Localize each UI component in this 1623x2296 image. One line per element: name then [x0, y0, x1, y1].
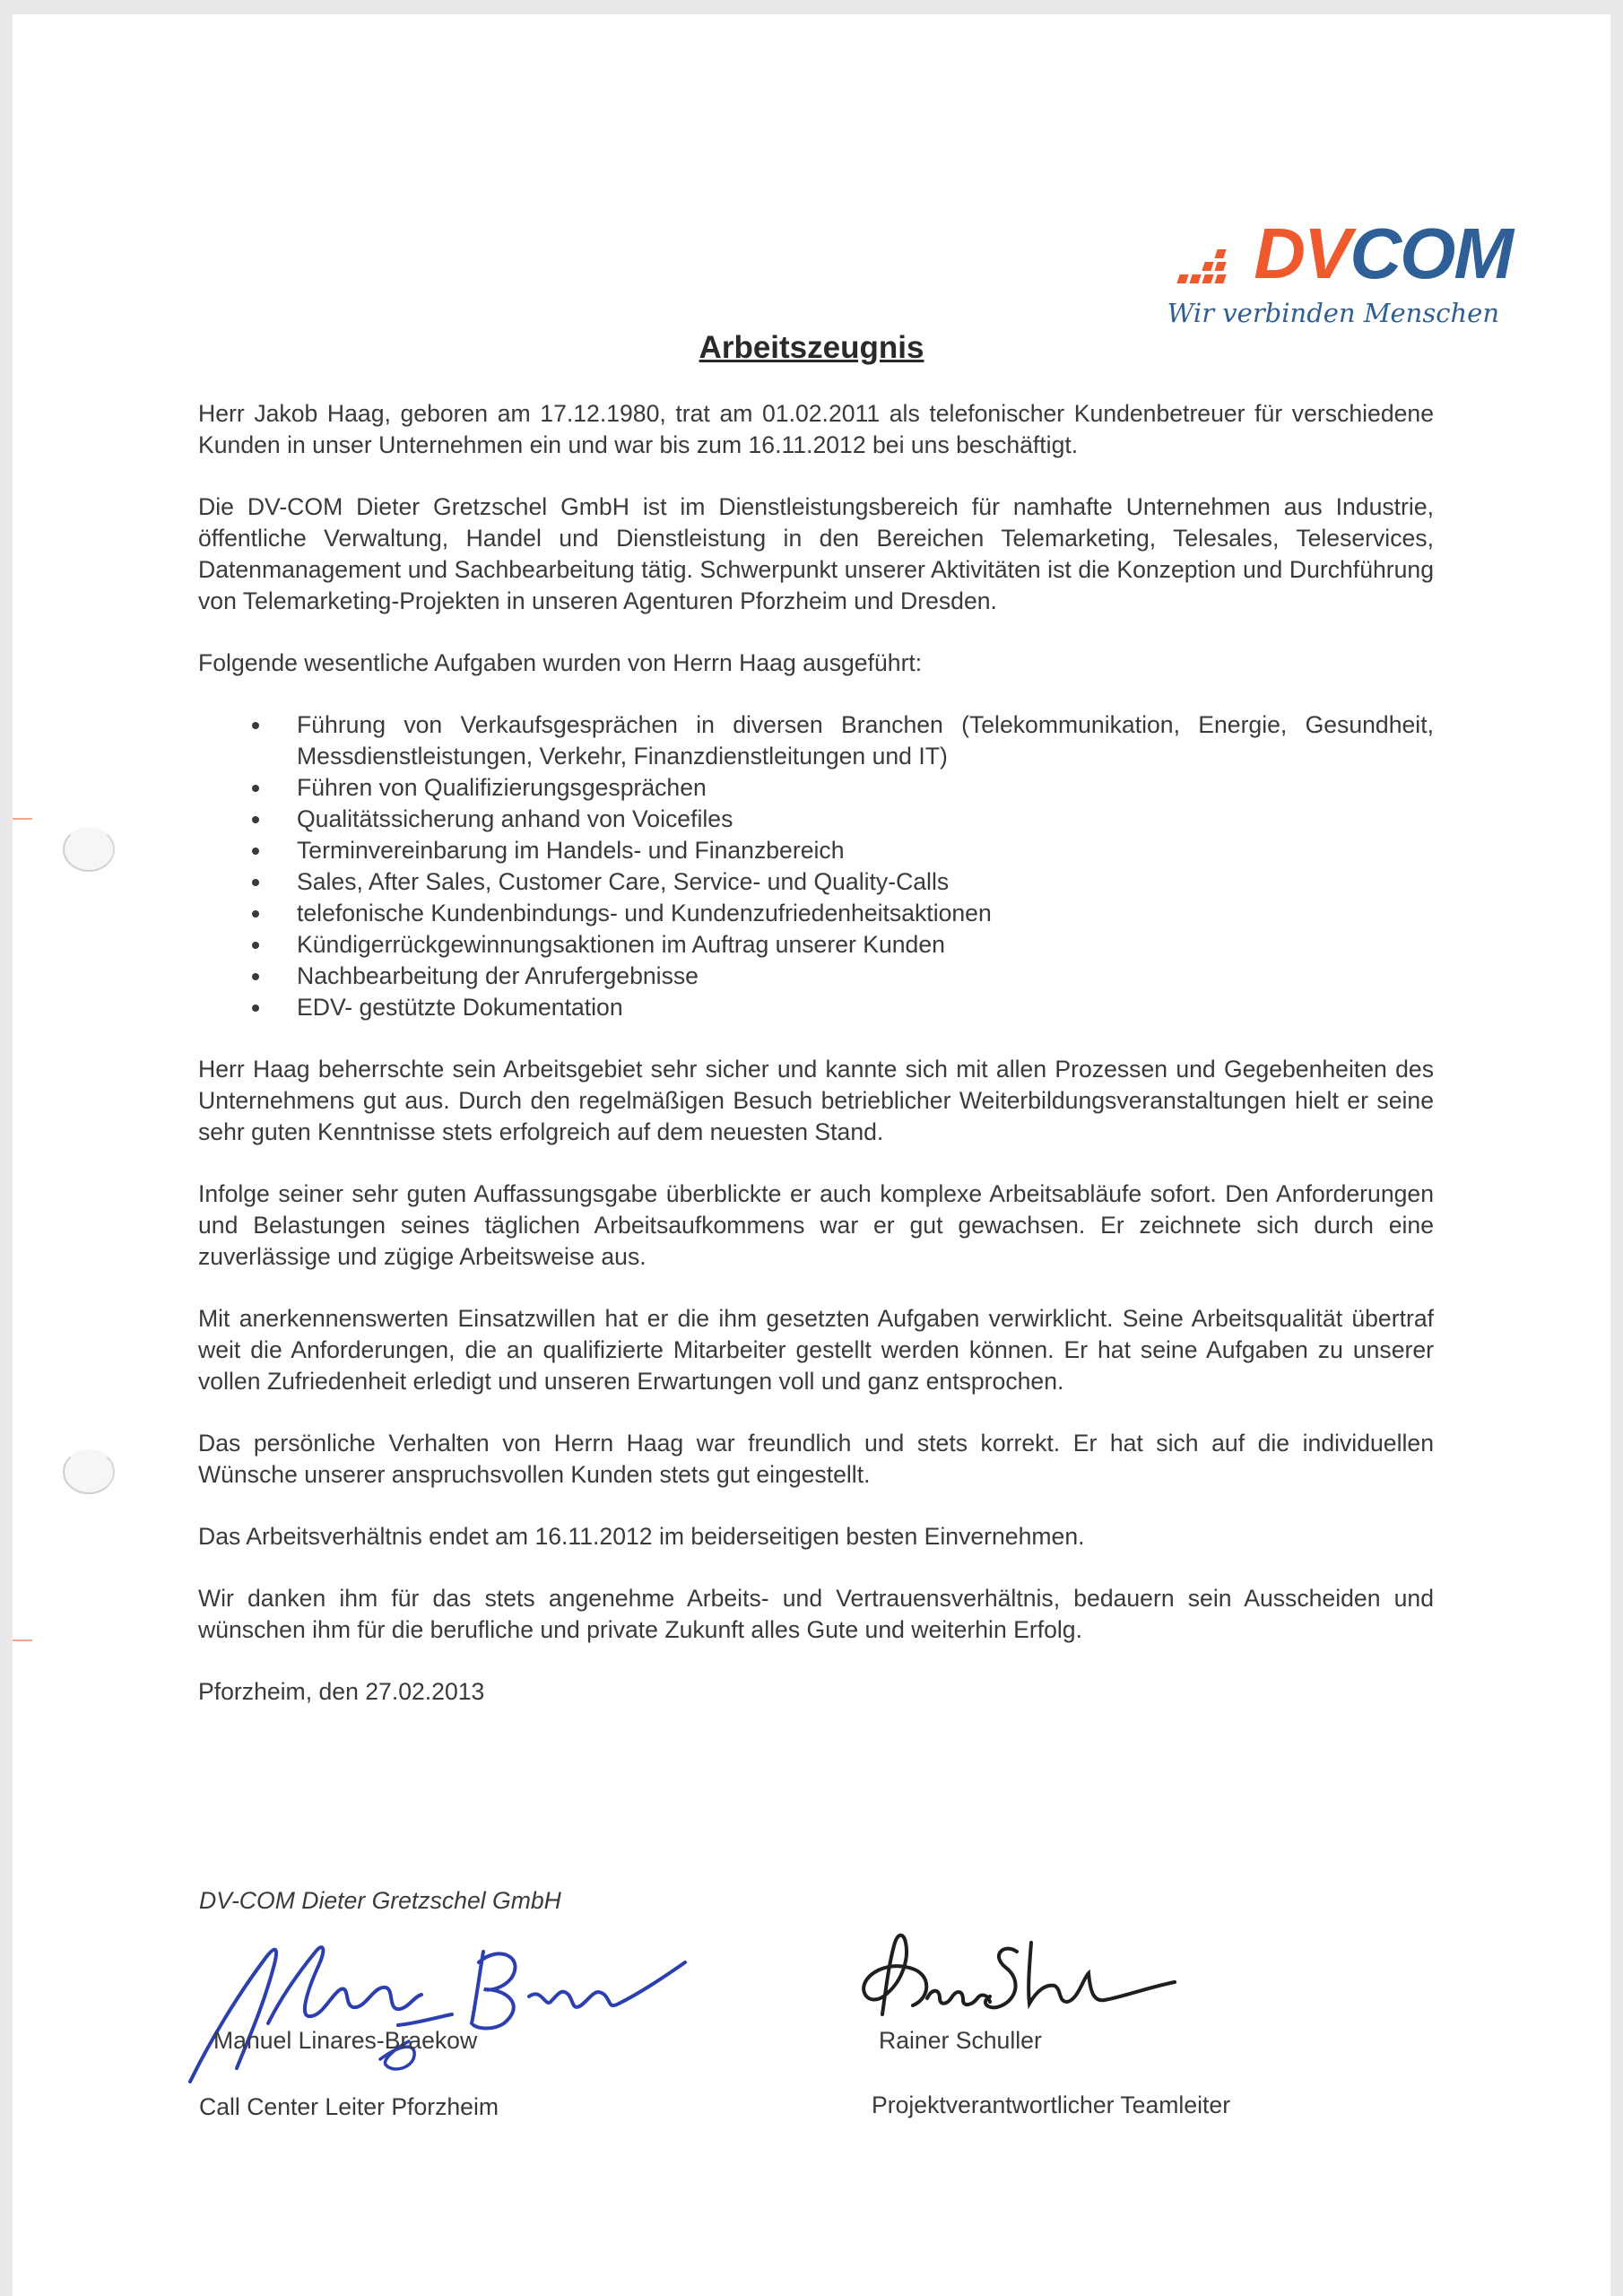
company-name: DV-COM Dieter Gretzschel GmbH — [199, 1887, 561, 1914]
list-item: Führung von Verkaufsgesprächen in diversen Branchen (Telekommunikation, Energie, Gesundheit, Messdienstleistungen, Verkehr, Finanzdienstleitungen und IT) — [297, 709, 1434, 772]
list-item: Qualitätssicherung anhand von Voicefiles — [297, 804, 1434, 835]
list-item: Nachbearbeitung der Anrufergebnisse — [297, 961, 1434, 992]
document-title: Arbeitszeugnis — [699, 330, 924, 365]
signature-left — [174, 1889, 712, 2104]
list-item: Führen von Qualifizierungsgesprächen — [297, 772, 1434, 804]
logo-tagline: Wir verbinden Menschen — [1167, 298, 1499, 328]
company-paragraph: Die DV-COM Dieter Gretzschel GmbH ist im Dienstleistungsbereich für namhafte Unternehmen aus Industrie, öffentliche Verwaltung, Handel und Dienstleistung in den Bereichen Telemarketing, Telesales, Teleservices, Datenmanagement und Sachbearbeitung tätig. Schwerpunkt unserer Aktivitäten ist die Konzeption und Durchführung von Telemarketing-Projekten in unseren Agenturen Pforzheim und Dresden. — [198, 493, 1434, 614]
logo-dots-icon — [1176, 249, 1236, 285]
termination-paragraph: Das Arbeitsverhältnis endet am 16.11.2012 im beiderseitigen besten Einvernehmen. — [198, 1523, 1085, 1550]
logo-dv: DV — [1254, 213, 1350, 293]
intro-paragraph: Herr Jakob Haag, geboren am 17.12.1980, trat am 01.02.2011 als telefonischer Kundenbetreuer für verschiedene Kunden in unser Unternehmen ein und war bis zum 16.11.2012 bei uns beschäftigt. — [198, 400, 1434, 458]
workstyle-paragraph: Infolge seiner sehr guten Auffassungsgabe überblickte er auch komplexe Arbeitsabläufe sofort. Den Anforderungen und Belastungen seines täglichen Arbeitsaufkommens war er gut gewachsen. Er zeichnete sich durch eine zuverlässige und zügige Arbeitsweise aus. — [198, 1180, 1434, 1270]
signatory-left-role: Call Center Leiter Pforzheim — [199, 2093, 499, 2120]
logo-com: COM — [1350, 213, 1512, 293]
document-body — [198, 398, 1434, 1738]
logo-wordmark — [1254, 213, 1512, 294]
signatory-left-name: Manuel Linares-Braekow — [213, 2027, 478, 2054]
place-date: Pforzheim, den 27.02.2013 — [198, 1678, 485, 1705]
company-logo — [1167, 213, 1512, 330]
document-page — [13, 14, 1610, 2296]
signatory-right-role: Projektverantwortlicher Teamleiter — [872, 2092, 1231, 2118]
closing-paragraph: Wir danken ihm für das stets angenehme Arbeits- und Vertrauensverhältnis, bedauern sein Ausscheiden und wünschen ihm für die berufliche und private Zukunft alles Gute und weiterhin Erfolg. — [198, 1585, 1434, 1643]
quality-paragraph: Mit anerkennenswerten Einsatzwillen hat er die ihm gesetzten Aufgaben verwirklicht. Seine Arbeitsqualität übertraf weit die Anforderungen, die an qualifizierte Mitarbeiter gestellt werden können. Er hat seine Aufgaben zu unserer vollen Zufriedenheit erledigt und unseren Erwartungen voll und ganz entsprochen. — [198, 1305, 1434, 1395]
conduct-paragraph: Das persönliche Verhalten von Herrn Haag war freundlich und stets korrekt. Er hat sich auf die individuellen Wünsche unserer anspruchsvollen Kunden stets gut eingestellt. — [198, 1430, 1434, 1488]
punch-hole — [63, 1449, 115, 1494]
list-item: telefonische Kundenbindungs- und Kundenzufriedenheitsaktionen — [297, 898, 1434, 929]
list-item: Kündigerrückgewinnungsaktionen im Auftrag unserer Kunden — [297, 929, 1434, 961]
fold-mark — [13, 1639, 32, 1641]
performance-paragraph: Herr Haag beherrschte sein Arbeitsgebiet sehr sicher und kannte sich mit allen Prozessen und Gegebenheiten des Unternehmens gut aus. Durch den regelmäßigen Besuch betrieblicher Weiterbildungsveranstaltungen hielt er seine sehr guten Kenntnisse stets erfolgreich auf dem neuesten Stand. — [198, 1056, 1434, 1145]
punch-hole — [63, 827, 115, 872]
signatory-right-name: Rainer Schuller — [879, 2027, 1042, 2054]
list-item: Terminvereinbarung im Handels- und Finanzbereich — [297, 835, 1434, 866]
list-item: Sales, After Sales, Customer Care, Service- und Quality-Calls — [297, 866, 1434, 898]
task-list — [198, 709, 1434, 1023]
list-item: EDV- gestützte Dokumentation — [297, 992, 1434, 1023]
tasks-intro: Folgende wesentliche Aufgaben wurden von Herrn Haag ausgeführt: — [198, 649, 923, 676]
fold-mark — [13, 818, 32, 820]
